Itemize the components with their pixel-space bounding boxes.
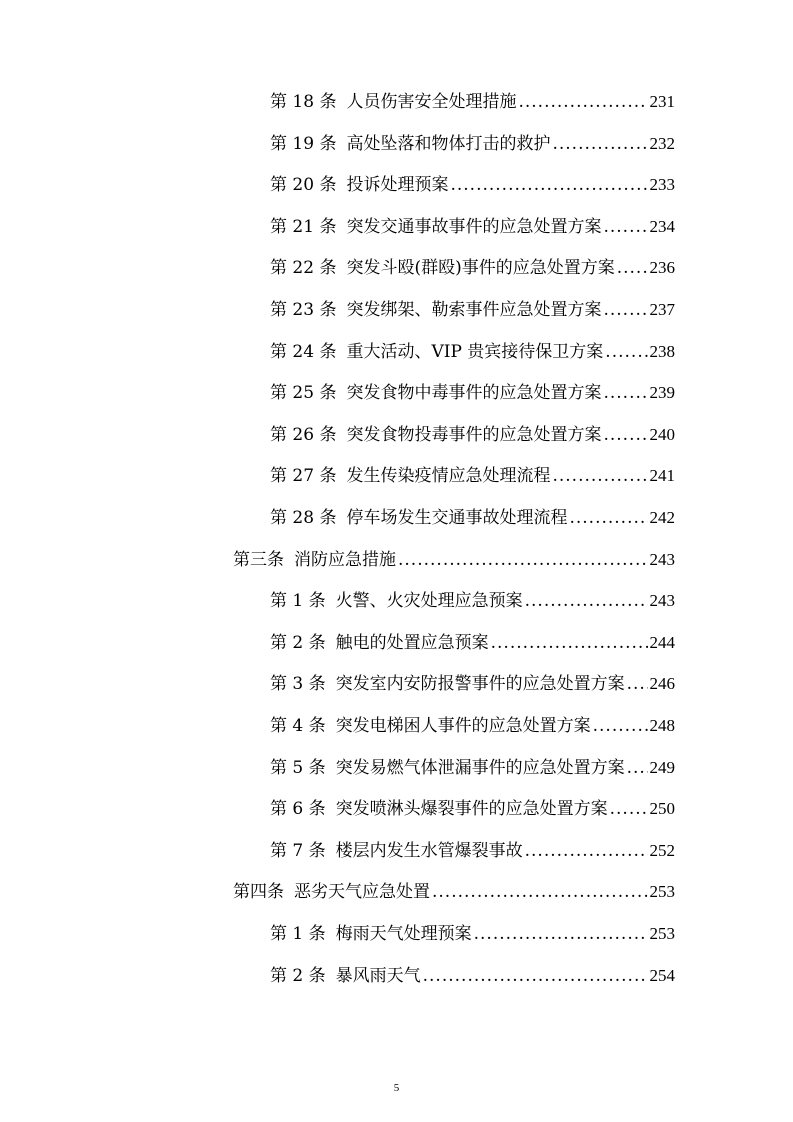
toc-entry-title: 突发喷淋头爆裂事件的应急处置方案 xyxy=(335,799,608,820)
toc-entry-number: 第 26 条 xyxy=(270,424,337,445)
toc-entry-page: 242 xyxy=(649,508,675,527)
toc-entry-number: 第 19 条 xyxy=(270,133,337,154)
toc-entry-page: 240 xyxy=(649,424,675,444)
toc-entry-number: 第 6 条 xyxy=(270,799,326,820)
toc-entry-page: 236 xyxy=(649,258,675,278)
toc-entry[interactable] xyxy=(270,464,675,488)
toc-leader-dots xyxy=(603,298,647,322)
toc-entry[interactable] xyxy=(270,256,675,280)
toc-entry-title: 暴风雨天气 xyxy=(335,965,421,986)
toc-entry[interactable] xyxy=(270,90,675,114)
toc-entry-title: 重大活动、VIP 贵宾接待保卫方案 xyxy=(346,341,604,362)
toc-leader-dots xyxy=(610,797,648,821)
toc-entry-title: 突发交通事故事件的应急处置方案 xyxy=(346,216,602,237)
toc-entry-number: 第 7 条 xyxy=(270,840,326,861)
toc-entry[interactable] xyxy=(270,381,675,405)
toc-entry-title: 突发绑架、勒索事件应急处置方案 xyxy=(346,300,602,320)
toc-entry-number: 第 5 条 xyxy=(270,757,326,778)
toc-entry[interactable] xyxy=(270,839,675,863)
toc-entry[interactable] xyxy=(270,714,675,738)
toc-entry-title: 投诉处理预案 xyxy=(346,175,449,196)
toc-entry-page: 246 xyxy=(649,674,675,694)
toc-entry[interactable] xyxy=(270,922,675,946)
toc-entry[interactable] xyxy=(270,215,675,239)
toc-entry-number: 第 2 条 xyxy=(270,965,326,986)
toc-entry-number: 第三条 xyxy=(233,549,284,570)
toc-entry-number: 第 1 条 xyxy=(270,924,326,944)
toc-entry-number: 第 27 条 xyxy=(270,466,337,487)
toc-entry-number: 第 23 条 xyxy=(270,300,337,320)
toc-entry[interactable] xyxy=(270,132,675,156)
toc-entry-page: 253 xyxy=(649,924,675,943)
toc-leader-dots xyxy=(603,215,647,239)
toc-entry-number: 第 22 条 xyxy=(270,258,337,279)
toc-entry-number: 第 2 条 xyxy=(270,632,326,653)
toc-leader-dots xyxy=(627,672,648,696)
toc-entry-title: 楼层内发生水管爆裂事故 xyxy=(335,840,523,861)
toc-leader-dots xyxy=(450,173,647,197)
toc-entry[interactable] xyxy=(270,506,675,530)
toc-entry-title: 停车场发生交通事故处理流程 xyxy=(346,508,568,528)
toc-entry-page: 237 xyxy=(649,300,675,319)
toc-leader-dots xyxy=(432,880,648,904)
toc-entry[interactable] xyxy=(270,672,675,696)
toc-leader-dots xyxy=(569,506,647,530)
toc-entry[interactable] xyxy=(270,340,675,364)
toc-leader-dots xyxy=(605,340,647,364)
toc-entry-number: 第 4 条 xyxy=(270,716,326,736)
toc-entry-page: 252 xyxy=(649,840,675,860)
toc-entry-page: 249 xyxy=(649,757,675,777)
toc-entry-page: 232 xyxy=(649,133,675,153)
toc-entry[interactable] xyxy=(270,964,675,988)
toc-leader-dots xyxy=(552,464,647,488)
toc-entry-page: 233 xyxy=(649,175,675,195)
toc-entry-title: 高处坠落和物体打击的救护 xyxy=(346,133,551,154)
toc-entry-title: 恶劣天气应急处置 xyxy=(294,882,430,903)
toc-entry-page: 244 xyxy=(649,632,675,652)
toc-entry-number: 第 18 条 xyxy=(270,92,337,112)
toc-leader-dots xyxy=(552,132,647,156)
toc-entry-title: 突发电梯困人事件的应急处置方案 xyxy=(335,716,591,736)
toc-entry-page: 250 xyxy=(649,799,675,819)
toc-entry-title: 梅雨天气处理预案 xyxy=(335,924,472,944)
toc-entry-page: 239 xyxy=(649,383,675,403)
toc-entry-title: 人员伤害安全处理措施 xyxy=(346,92,517,112)
toc-entry-title: 突发易燃气体泄漏事件的应急处置方案 xyxy=(335,757,625,778)
toc-entry-number: 第 1 条 xyxy=(270,591,326,612)
toc-entry-title: 发生传染疫情应急处理流程 xyxy=(346,466,551,487)
toc-entry-number: 第 21 条 xyxy=(270,216,337,237)
toc-section-entry[interactable] xyxy=(233,548,675,572)
toc-entry-title: 突发食物投毒事件的应急处置方案 xyxy=(346,424,602,445)
toc-leader-dots xyxy=(603,423,647,447)
toc-entry-page: 241 xyxy=(649,466,675,486)
toc-entry-number: 第 24 条 xyxy=(270,341,337,362)
toc-entry[interactable] xyxy=(270,797,675,821)
toc-entry-number: 第 3 条 xyxy=(270,674,326,695)
toc-entry-title: 触电的处置应急预案 xyxy=(335,632,489,653)
toc-leader-dots xyxy=(525,589,648,613)
toc-entry-page: 243 xyxy=(649,549,675,569)
toc-leader-dots xyxy=(627,756,648,780)
toc-leader-dots xyxy=(491,631,648,655)
toc-entry[interactable] xyxy=(270,423,675,447)
toc-entry[interactable] xyxy=(270,631,675,655)
toc-entry-title: 突发斗殴(群殴)事件的应急处置方案 xyxy=(346,258,615,279)
page-number: 5 xyxy=(393,1082,400,1094)
toc-leader-dots xyxy=(474,922,648,946)
toc-entry[interactable] xyxy=(270,173,675,197)
toc-leader-dots xyxy=(525,839,648,863)
toc-leader-dots xyxy=(518,90,647,114)
toc-leader-dots xyxy=(398,548,648,572)
toc-entry-number: 第 25 条 xyxy=(270,383,337,404)
toc-entry-page: 253 xyxy=(649,882,675,902)
toc-entry-page: 254 xyxy=(649,965,675,985)
toc-entry-page: 248 xyxy=(649,716,675,735)
toc-entry-title: 消防应急措施 xyxy=(294,549,396,570)
toc-leader-dots xyxy=(423,964,648,988)
toc-leader-dots xyxy=(603,381,647,405)
toc-entry-number: 第四条 xyxy=(233,882,284,903)
toc-entry[interactable] xyxy=(270,589,675,613)
toc-leader-dots xyxy=(617,256,648,280)
toc-entry-title: 突发室内安防报警事件的应急处置方案 xyxy=(335,674,625,695)
toc-entry-title: 火警、火灾处理应急预案 xyxy=(335,591,523,612)
toc-entry-page: 243 xyxy=(649,591,675,611)
toc-entry-page: 234 xyxy=(649,216,675,236)
toc-entry[interactable] xyxy=(270,298,675,322)
toc-entry-title: 突发食物中毒事件的应急处置方案 xyxy=(346,383,602,404)
toc-section-entry[interactable] xyxy=(233,880,675,904)
toc-entry-number: 第 20 条 xyxy=(270,175,337,196)
toc-entry-page: 238 xyxy=(649,341,675,361)
toc-leader-dots xyxy=(593,714,648,738)
toc-entry[interactable] xyxy=(270,756,675,780)
toc-entry-number: 第 28 条 xyxy=(270,508,337,528)
toc-entry-page: 231 xyxy=(649,92,675,111)
